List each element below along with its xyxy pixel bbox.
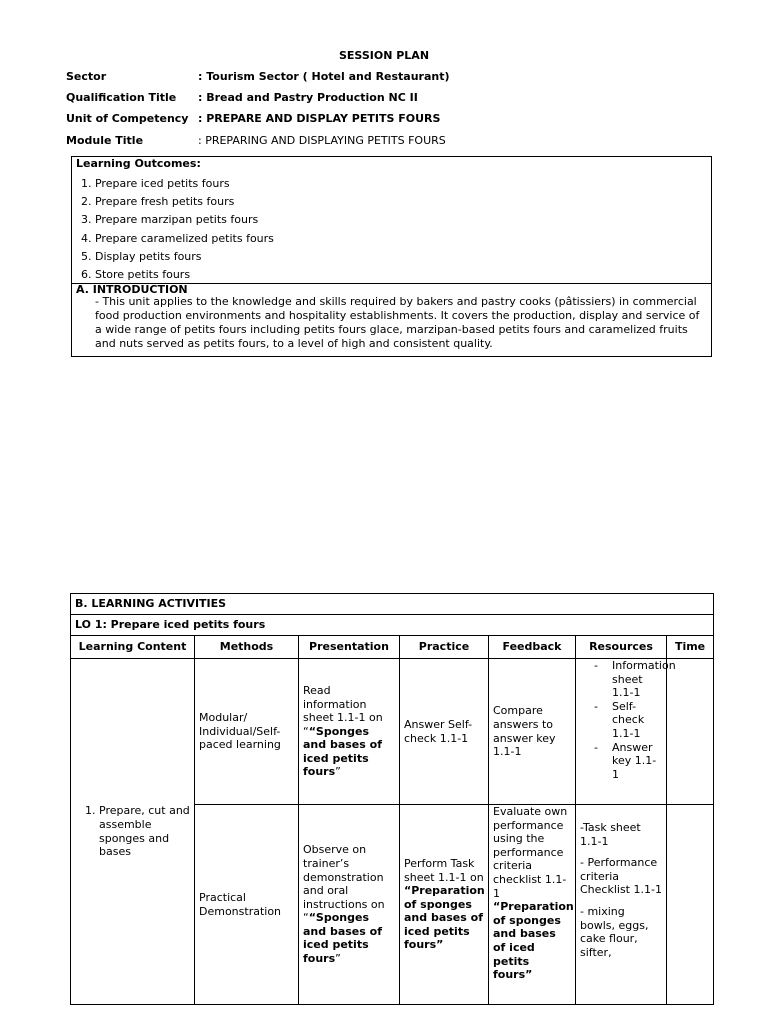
meta-sector [66,70,450,83]
feedback-cell [489,805,576,1005]
resources-cell [576,659,676,805]
list-item: - Self-check 1.1-1 [612,700,662,741]
column-header: Methods [195,636,299,659]
time-cell [667,805,714,1005]
introduction-heading: A. INTRODUCTION [76,283,188,296]
resource-item: - mixing bowls, eggs, cake flour, sifter, [580,904,649,959]
meta-label: Module Title [66,134,144,147]
method-cell: Practical Demonstration [195,805,299,1005]
method-cell: Modular/ Individual/Self-paced learning [195,659,299,805]
practice-topic: “Preparation of sponges and bases of iced petits fours” [404,884,485,952]
list-item: - Answer key 1.1-1 [612,741,662,782]
list-item: 1. Prepare iced petits fours [81,177,230,190]
meta-value: : PREPARE AND DISPLAY PETITS FOURS [198,112,441,125]
presentation-cell [299,659,400,805]
activities-heading: B. LEARNING ACTIVITIES [71,594,714,615]
introduction-text: - This unit applies to the knowledge and skills required by bakers and pastry cooks (pâtissiers) in commercial food production environments and hospitality establishments. It covers the production, display and service of a wide range of petits fours including petits fours glace, marzipan-based petits fours and caramelized fruits and nuts served as petits fours, to a level of high and consistent quality. [95,295,700,350]
meta-qualification [66,91,418,104]
list-item: 3. Prepare marzipan petits fours [81,213,259,227]
practice-text: Perform Task sheet 1.1-1 on [404,856,484,884]
meta-label: Sector [66,70,107,83]
resource-item: -Task sheet 1.1-1 [580,821,641,848]
outcomes-box [71,156,712,357]
column-header: Resources [576,636,667,659]
practice-cell: Answer Self-check 1.1-1 [400,659,489,805]
lo-heading: LO 1: Prepare iced petits fours [71,615,714,636]
column-header: Time [667,636,714,659]
page-title: SESSION PLAN [338,49,430,62]
practice-cell [400,805,489,1005]
meta-label: Qualification Title [66,91,177,104]
list-item: 5. Display petits fours [81,249,202,263]
presentation-topic: “Sponges and bases of iced petits fours [303,911,382,966]
learning-activities-table [70,593,714,1005]
list-item: - Information sheet 1.1-1 [612,659,662,700]
resource-item: - Performance criteria Checklist 1.1-1 [580,856,662,897]
meta-unit [66,112,440,125]
presentation-text: Observe on trainer’s demonstration and oral instructions on “ [303,843,385,925]
meta-value: : Bread and Pastry Production NC II [198,91,418,104]
list-item: 2. Prepare fresh petits fours [81,195,235,209]
meta-value: : Tourism Sector ( Hotel and Restaurant) [198,70,450,83]
table-header-row [71,636,714,659]
column-header: Feedback [489,636,576,659]
list-item: 1. Prepare, cut and assemble sponges and bases [99,804,190,858]
presentation-text: Read information sheet 1.1-1 on “ [303,683,383,738]
column-header: Practice [400,636,489,659]
list-item: 6. Store petits fours [81,267,191,281]
list-item: 4. Prepare caramelized petits fours [81,231,274,245]
resources-cell [576,805,667,1005]
presentation-quote: ” [335,952,341,966]
outcomes-list [81,177,274,286]
feedback-topic: “Preparation of sponges and bases of iced petits fours” [493,900,574,982]
column-header: Learning Content [71,636,195,659]
meta-value: : PREPARING AND DISPLAYING PETITS FOURS [198,134,446,147]
feedback-text: Evaluate own performance using the performance criteria checklist 1.1-1 [493,805,568,900]
learning-content-cell [71,659,195,1005]
outcomes-title: Learning Outcomes: [76,157,201,170]
presentation-quote: ” [335,765,341,779]
presentation-topic: “Sponges and bases of iced petits fours [303,724,382,779]
column-header: Presentation [299,636,400,659]
time-cell [667,659,714,805]
presentation-cell [299,805,400,1005]
meta-label: Unit of Competency [66,112,189,125]
feedback-cell: Compare answers to answer key 1.1-1 [489,659,576,805]
meta-module [66,134,446,147]
table-row [71,659,714,805]
